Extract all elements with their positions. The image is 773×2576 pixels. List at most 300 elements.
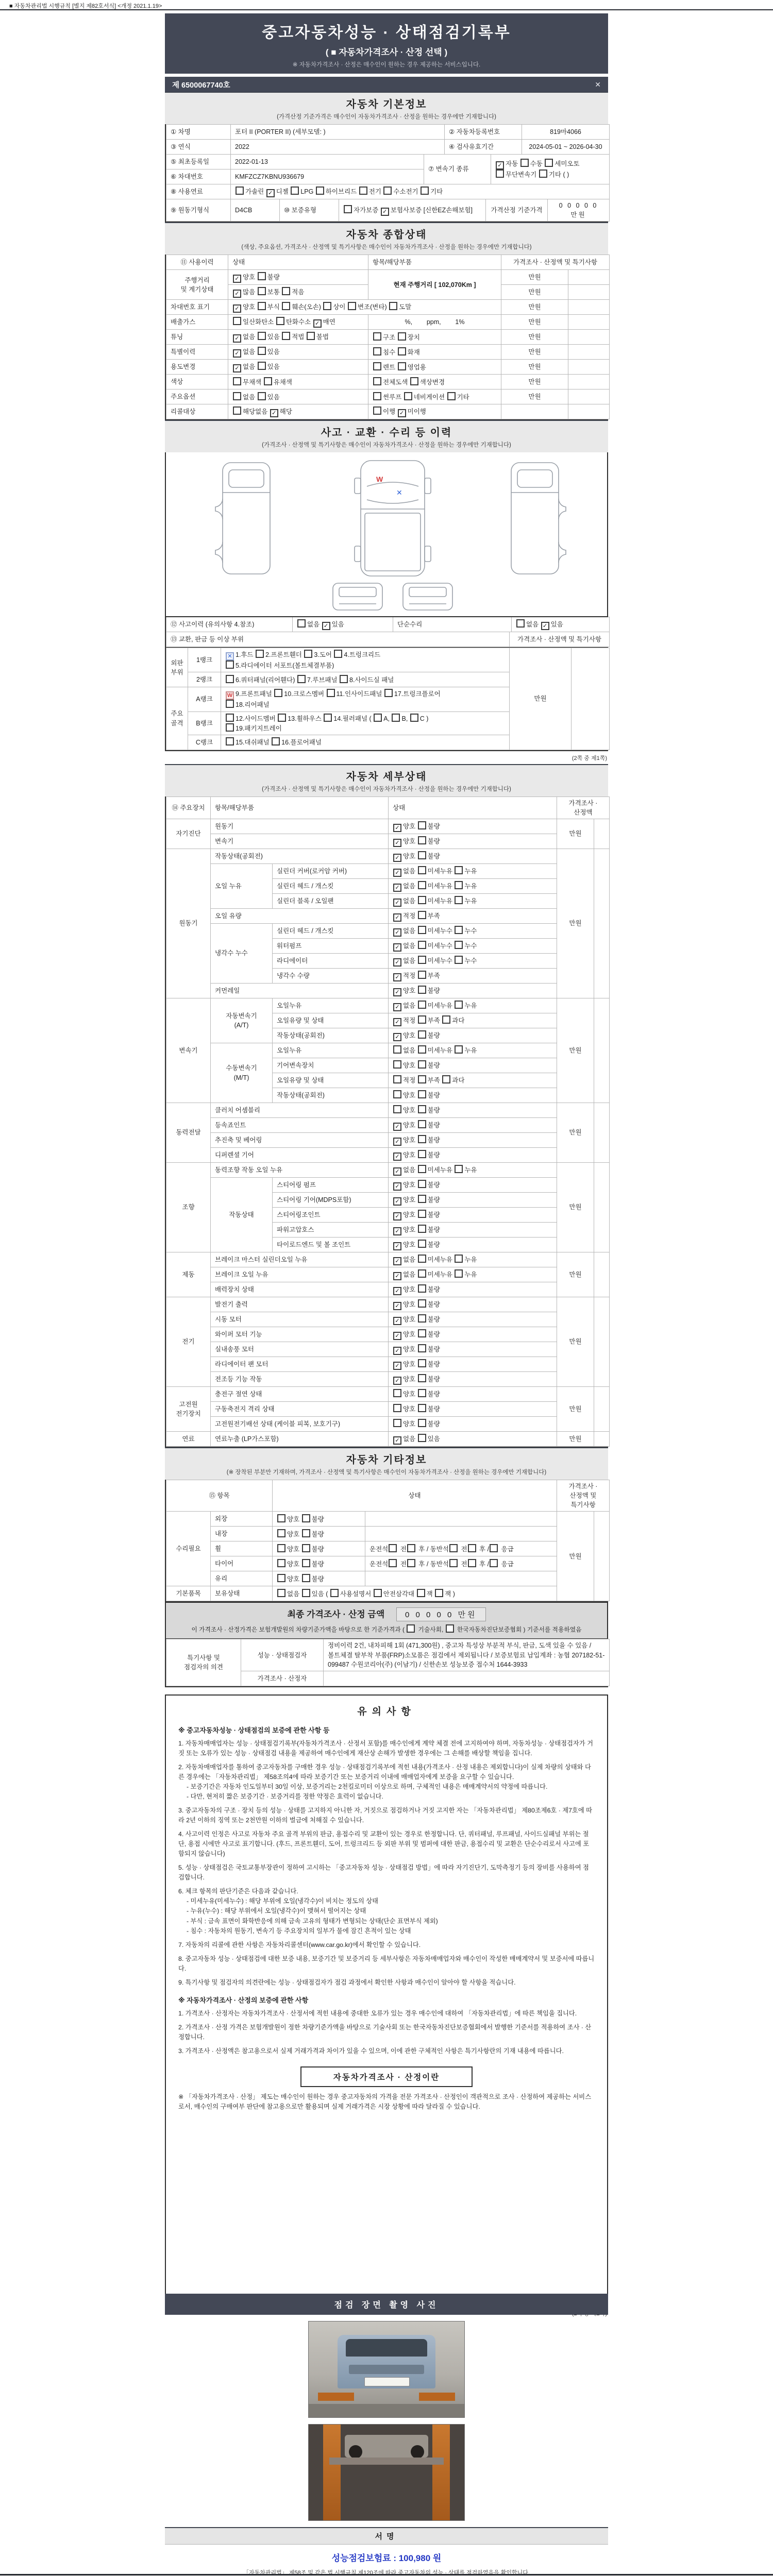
checkbox-empty[interactable] xyxy=(418,956,426,964)
legal-footer-line1: 「자동차관리법」 제58조 및 같은 법 시행규칙 제120조에 따라 중고자동차의 성능 · 상태를 점검하였음을 확인합니다. xyxy=(243,2570,530,2576)
checkbox-empty[interactable] xyxy=(282,332,290,340)
value-cell: 브레이크 오일 누유 xyxy=(211,1267,389,1282)
checkbox-checked[interactable]: ✓ xyxy=(398,409,406,417)
checkbox-empty[interactable] xyxy=(233,392,241,400)
checkbox-checked[interactable]: ✓ xyxy=(233,349,241,358)
checkbox-empty[interactable] xyxy=(282,287,290,295)
checkbox-checked[interactable]: ✓ xyxy=(393,839,401,847)
checkbox-empty[interactable] xyxy=(447,392,456,400)
checkbox-empty[interactable] xyxy=(258,392,266,400)
checkbox-empty[interactable] xyxy=(418,941,426,949)
checkbox-empty[interactable] xyxy=(516,619,525,628)
amount-cell: 만원 xyxy=(557,1103,594,1163)
checkbox-empty[interactable] xyxy=(324,714,332,722)
checkbox-empty[interactable] xyxy=(418,1299,426,1308)
checkbox-checked[interactable]: ✓ xyxy=(313,319,322,328)
value-cell: ✓ 없음 있음 적법 불법 xyxy=(228,330,368,345)
checkbox-empty[interactable] xyxy=(468,1544,476,1552)
value-cell: 양호 불량 xyxy=(273,1541,365,1556)
amount-cell: 만원 xyxy=(501,270,568,285)
checkbox-empty[interactable] xyxy=(258,287,266,295)
value-cell: 오일유량 및 상태 xyxy=(273,1073,389,1088)
checkbox-empty[interactable] xyxy=(545,159,553,167)
checkbox-empty[interactable] xyxy=(393,1045,401,1054)
checkbox-empty[interactable] xyxy=(393,1075,401,1083)
checkbox-checked[interactable]: ✓ xyxy=(393,1018,401,1026)
checkbox-empty[interactable] xyxy=(490,1544,498,1552)
value-cell: 없음 ✓ 있음 xyxy=(293,617,393,632)
checkbox-checked[interactable]: ✓ xyxy=(393,1302,401,1310)
checkbox-empty[interactable] xyxy=(418,1240,426,1248)
checkbox-empty[interactable] xyxy=(442,1015,450,1024)
checkbox-empty[interactable] xyxy=(418,1314,426,1323)
checkbox-empty[interactable] xyxy=(383,187,392,195)
checkbox-empty[interactable] xyxy=(344,205,352,213)
checkbox-empty[interactable] xyxy=(327,689,335,697)
value-cell: 실린더 헤드 / 개스킷 xyxy=(273,924,389,939)
value-cell: ✓ 양호 불량 xyxy=(389,849,557,864)
label-cell: 색상 xyxy=(166,375,228,389)
value-cell: ✓ 없음 미세누수 누수 xyxy=(389,954,557,969)
checkbox-checked[interactable]: ✓ xyxy=(381,208,389,216)
checkbox-empty[interactable] xyxy=(302,1574,310,1582)
checkbox-empty[interactable] xyxy=(418,1329,426,1337)
value-cell xyxy=(568,345,610,360)
checkbox-empty[interactable] xyxy=(418,1389,426,1397)
checkbox-empty[interactable] xyxy=(272,737,280,745)
value-cell: 침수 화재 xyxy=(368,345,501,360)
checkbox-empty[interactable] xyxy=(316,187,324,195)
checkbox-empty[interactable] xyxy=(418,1120,426,1128)
checkbox-checked[interactable]: ✓ xyxy=(393,1257,401,1265)
checkbox-checked[interactable]: ✓ xyxy=(393,1153,401,1161)
checkbox-empty[interactable] xyxy=(389,1559,397,1567)
checkbox-checked[interactable]: ✓ xyxy=(393,1197,401,1206)
checkbox-empty[interactable] xyxy=(393,1060,401,1069)
checkbox-checked[interactable]: ✓ xyxy=(393,1377,401,1385)
form-reference: ■ 자동차관리법 시행규칙 [별지 제82호서식] <개정 2021.1.19> xyxy=(9,3,162,9)
checkbox-checked[interactable]: ✓ xyxy=(393,1182,401,1191)
value-cell: ✓ 양호 불량 xyxy=(389,1342,557,1357)
checkbox-checked[interactable]: ✓ xyxy=(393,1272,401,1280)
checkbox-checked[interactable]: ✓ xyxy=(393,988,401,996)
checkbox-empty[interactable] xyxy=(304,650,312,658)
checkbox-checked[interactable]: ✓ xyxy=(393,973,401,981)
value-cell: ✓ 양호 불량 xyxy=(389,1327,557,1342)
checkbox-empty[interactable] xyxy=(418,1180,426,1188)
value-cell xyxy=(568,300,610,315)
checkbox-checked[interactable]: ✓ xyxy=(393,928,401,937)
checkbox-empty[interactable] xyxy=(418,821,426,829)
checkbox-checked[interactable]: ✓ xyxy=(496,161,504,170)
top-divider xyxy=(0,9,773,10)
checkbox-empty[interactable] xyxy=(393,1090,401,1098)
checkbox-empty[interactable] xyxy=(307,332,315,340)
checkbox-empty[interactable] xyxy=(404,392,412,400)
checkbox-empty[interactable] xyxy=(418,1359,426,1367)
value-cell: 라디에이터 xyxy=(273,954,389,969)
value-cell: ✓ 적정 부족 과다 xyxy=(389,1013,557,1028)
label-cell: 수리필요 xyxy=(166,1512,211,1586)
checkbox-empty[interactable] xyxy=(277,1514,285,1522)
value-cell xyxy=(365,1571,557,1586)
checkbox-empty[interactable] xyxy=(340,675,348,683)
checkbox-checked[interactable]: ✓ xyxy=(393,1212,401,1221)
checkbox-checked[interactable]: ✓ xyxy=(393,1138,401,1146)
document-column xyxy=(165,13,608,2576)
checkbox-empty[interactable] xyxy=(291,187,299,195)
label-cell: ④ 검사유효기간 xyxy=(445,140,522,155)
checkbox-checked[interactable]: ✓ xyxy=(393,1227,401,1235)
checkbox-empty[interactable] xyxy=(274,689,282,697)
amount-cell: 만원 xyxy=(501,375,568,389)
checkbox-empty[interactable] xyxy=(435,1589,443,1597)
checkbox-empty[interactable] xyxy=(417,1589,425,1597)
checkbox-checked[interactable]: ✓ xyxy=(393,1167,401,1176)
checkbox-checked[interactable]: ✓ xyxy=(233,334,241,343)
checkbox-empty[interactable] xyxy=(455,941,463,949)
checkbox-empty[interactable] xyxy=(455,881,463,889)
checkbox-empty[interactable] xyxy=(418,1150,426,1158)
close-icon[interactable]: ✕ xyxy=(595,80,601,89)
checkbox-empty[interactable] xyxy=(418,1105,426,1113)
checkbox-empty[interactable] xyxy=(258,362,266,370)
checkbox-checked[interactable]: ✓ xyxy=(393,1033,401,1041)
checkbox-empty[interactable] xyxy=(393,1404,401,1412)
value-cell xyxy=(568,270,610,285)
label-cell: ⑧ 사용연료 xyxy=(166,184,231,199)
checkbox-empty[interactable] xyxy=(233,317,241,325)
value-cell: 타이어 xyxy=(211,1556,273,1571)
checkbox-empty[interactable] xyxy=(455,956,463,964)
value-cell xyxy=(365,1527,557,1541)
value-cell: ✓ 없음 미세누유 누유 xyxy=(389,998,557,1013)
checkbox-checked[interactable]: ✓ xyxy=(393,1317,401,1325)
checkbox-empty[interactable] xyxy=(418,1419,426,1427)
checkbox-empty[interactable] xyxy=(374,714,382,722)
checkbox-checked[interactable]: ✓ xyxy=(393,1436,401,1445)
checkbox-empty[interactable] xyxy=(418,1404,426,1412)
checkbox-empty[interactable] xyxy=(282,302,290,310)
value-cell: ✓ 양호 불량 xyxy=(389,1118,557,1133)
checkbox-empty[interactable] xyxy=(407,1559,415,1567)
value-cell: 실린더 블록 / 오일팬 xyxy=(273,894,389,909)
value-cell xyxy=(594,1297,610,1387)
value-cell: 렌트 영업용 xyxy=(368,360,501,375)
section-detail-header xyxy=(165,764,608,797)
header-cell: 가격조사 · 산정액 및 특기사항 xyxy=(510,632,610,647)
checkbox-empty[interactable] xyxy=(226,714,234,722)
section-title: 자동차 세부상태 xyxy=(346,771,427,783)
checkbox-empty[interactable] xyxy=(226,700,234,708)
checkbox-empty[interactable] xyxy=(389,302,397,310)
checkbox-empty[interactable] xyxy=(392,714,400,722)
value-cell: ✓ 없음 미세누유 누유 xyxy=(389,1267,557,1282)
checkbox-checked[interactable]: W xyxy=(226,691,234,700)
checkbox-empty[interactable] xyxy=(302,1589,310,1597)
checkbox-empty[interactable] xyxy=(418,1344,426,1352)
lift-beam xyxy=(329,2458,444,2465)
checkbox-empty[interactable] xyxy=(277,1529,285,1537)
inspection-insurance-fee: 성능점검보험료 : 100,980 원 xyxy=(331,2553,442,2563)
checkbox-empty[interactable] xyxy=(302,1544,310,1552)
checkbox-checked[interactable]: ✓ xyxy=(393,913,401,922)
checkbox-empty[interactable] xyxy=(418,1255,426,1263)
checkbox-empty[interactable] xyxy=(418,1284,426,1293)
checkbox-checked[interactable]: ✓ xyxy=(393,884,401,892)
checkbox-empty[interactable] xyxy=(277,1559,285,1567)
checkbox-checked[interactable]: ✓ xyxy=(393,1123,401,1131)
notice-item: 2. 가격조사 · 산정 가격은 보험개발원이 정한 차량기준가액을 바탕으로 기술사회 또는 한국자동차진단보증협회에서 발행한 기준서를 적용하여 조사 · 산정합니다. xyxy=(178,2023,592,2041)
notice-item: 1. 자동차매매업자는 성능 · 상태점검기록부(자동차가격조사 · 산정서 포함)를 매수인에게 계약 체결 전에 고지하여야 하며, 자동차성능 · 상태점검자가 거짓 또는 오류가 있는 성능 · 상태점검 내용을 제공하여 매수인에게 재산상 손해가 발생한 경우에는 그 손해를 배상할 책임을 집니다. xyxy=(178,1739,593,1757)
header-cell: 상태 xyxy=(228,255,368,270)
checkbox-empty[interactable] xyxy=(490,1559,498,1567)
checkbox-empty[interactable] xyxy=(277,1589,285,1597)
label-cell: 가격조사 · 산정자 xyxy=(241,1671,324,1686)
value-cell: 스티어링조인트 xyxy=(273,1208,389,1223)
header-cell: 가격조사 · 산정액 xyxy=(557,796,610,819)
checkbox-checked[interactable]: ✕ xyxy=(226,652,234,660)
checkbox-empty[interactable] xyxy=(277,1544,285,1552)
checkbox-empty[interactable] xyxy=(278,714,286,722)
checkbox-empty[interactable] xyxy=(226,660,234,669)
checkbox-empty[interactable] xyxy=(455,1001,463,1009)
checkbox-empty[interactable] xyxy=(256,650,264,658)
checkbox-checked[interactable]: ✓ xyxy=(393,854,401,862)
checkbox-empty[interactable] xyxy=(418,1015,426,1024)
checkbox-empty[interactable] xyxy=(442,1075,450,1083)
checkbox-empty[interactable] xyxy=(393,1105,401,1113)
checkbox-empty[interactable] xyxy=(418,881,426,889)
amount-cell: 만원 xyxy=(501,345,568,360)
checkbox-empty[interactable] xyxy=(330,1589,339,1597)
header-cell: 상태 xyxy=(389,796,557,819)
checkbox-empty[interactable] xyxy=(226,723,234,732)
checkbox-checked[interactable]: ✓ xyxy=(393,1242,401,1250)
checkbox-empty[interactable] xyxy=(398,332,406,341)
checkbox-empty[interactable] xyxy=(373,347,381,355)
checkbox-empty[interactable] xyxy=(418,1225,426,1233)
checkbox-empty[interactable] xyxy=(455,1255,463,1263)
detail-state-table xyxy=(165,796,608,1448)
value-cell: 작동상태(공회전) xyxy=(273,1028,389,1043)
value-cell: ✓ 많음 보통 적음 xyxy=(228,285,368,300)
checkbox-empty[interactable] xyxy=(297,675,306,683)
checkbox-empty[interactable] xyxy=(418,1045,426,1054)
checkbox-empty[interactable] xyxy=(373,392,381,400)
checkbox-checked[interactable]: ✓ xyxy=(393,1287,401,1295)
value-cell: 무채색 유채색 xyxy=(228,375,368,389)
checkbox-empty[interactable] xyxy=(418,1090,426,1098)
value-cell: 변속기 xyxy=(211,834,389,849)
checkbox-empty[interactable] xyxy=(418,911,426,919)
label-cell: 성능 · 상태점검자 xyxy=(241,1639,324,1671)
checkbox-empty[interactable] xyxy=(258,272,266,280)
checkbox-checked[interactable]: ✓ xyxy=(393,1347,401,1355)
value-cell: 동력조향 작동 오일 누유 xyxy=(211,1163,389,1178)
checkbox-empty[interactable] xyxy=(418,1060,426,1069)
lift-arm xyxy=(419,2393,455,2401)
checkbox-empty[interactable] xyxy=(226,675,234,683)
checkbox-checked[interactable]: ✓ xyxy=(393,899,401,907)
checkbox-checked[interactable]: ✓ xyxy=(393,869,401,877)
checkbox-empty[interactable] xyxy=(418,1374,426,1382)
checkbox-empty[interactable] xyxy=(520,159,529,167)
checkbox-empty[interactable] xyxy=(418,1030,426,1039)
checkbox-empty[interactable] xyxy=(418,926,426,934)
checkbox-empty[interactable] xyxy=(455,896,463,904)
value-cell: ✓ 양호 불량 xyxy=(389,1193,557,1208)
checkbox-empty[interactable] xyxy=(233,406,241,415)
checkbox-empty[interactable] xyxy=(264,377,272,385)
checkbox-checked[interactable]: ✓ xyxy=(393,824,401,832)
truck-windshield xyxy=(346,2339,427,2357)
value-cell xyxy=(572,648,610,750)
checkbox-empty[interactable] xyxy=(384,689,393,697)
checkbox-empty[interactable] xyxy=(373,332,381,341)
checkbox-empty[interactable] xyxy=(418,986,426,994)
notice-item: 7. 자동차의 리콜에 관한 사항은 자동차리콜센터(www.car.go.kr)에서 확인할 수 있습니다. xyxy=(178,1941,421,1948)
checkbox-empty[interactable] xyxy=(418,866,426,874)
checkbox-empty[interactable] xyxy=(418,971,426,979)
checkbox-checked[interactable]: ✓ xyxy=(233,290,241,298)
checkbox-empty[interactable] xyxy=(258,302,266,310)
car-outline-drawing xyxy=(175,455,598,614)
checkbox-empty[interactable] xyxy=(418,1001,426,1009)
final-price-value: 0 0 0 0 0 만원 xyxy=(396,1607,486,1621)
checkbox-checked[interactable]: ✓ xyxy=(393,1362,401,1370)
accident-history-table xyxy=(165,617,608,648)
value-cell: 연료누출 (LP가스포함) xyxy=(211,1432,389,1447)
checkbox-checked[interactable]: ✓ xyxy=(233,304,241,313)
checkbox-empty[interactable] xyxy=(407,1544,415,1552)
value-cell: 충전구 절연 상태 xyxy=(211,1387,389,1402)
legal-footer xyxy=(165,2569,608,2576)
value-cell: 원동기 xyxy=(211,819,389,834)
value-cell: ✓ 양호 불량 xyxy=(389,1148,557,1163)
checkbox-empty[interactable] xyxy=(393,1389,401,1397)
checkbox-empty[interactable] xyxy=(323,302,331,310)
value-cell: 고전원전기배선 상태 (케이블 피복, 보호기구) xyxy=(211,1417,389,1432)
checkbox-empty[interactable] xyxy=(334,650,342,658)
checkbox-empty[interactable] xyxy=(496,170,504,178)
label-cell: 주요 골격 xyxy=(166,687,188,750)
checkbox-checked[interactable]: ✓ xyxy=(266,189,275,197)
value-cell: 타이로드엔드 및 볼 조인트 xyxy=(273,1238,389,1252)
checkbox-empty[interactable] xyxy=(449,1544,458,1552)
value-cell xyxy=(594,1512,610,1601)
notice-title: 유의사항 xyxy=(357,1706,416,1717)
checkbox-empty[interactable] xyxy=(455,1045,463,1054)
checkbox-empty[interactable] xyxy=(359,187,367,195)
checkbox-empty[interactable] xyxy=(418,1434,426,1442)
checkbox-empty[interactable] xyxy=(410,714,418,722)
checkbox-empty[interactable] xyxy=(418,1195,426,1203)
checkbox-empty[interactable] xyxy=(302,1559,310,1567)
checkbox-empty[interactable] xyxy=(277,1574,285,1582)
checkbox-empty[interactable] xyxy=(455,1165,463,1173)
checkbox-empty[interactable] xyxy=(302,1529,310,1537)
car-damage-diagram xyxy=(165,452,608,617)
checkbox-empty[interactable] xyxy=(418,1165,426,1173)
checkbox-empty[interactable] xyxy=(455,1269,463,1278)
value-cell: 작동상태(공회전) xyxy=(211,849,389,864)
checkbox-empty[interactable] xyxy=(407,1624,415,1633)
checkbox-empty[interactable] xyxy=(410,377,418,385)
checkbox-empty[interactable] xyxy=(226,737,234,745)
label-cell: 제동 xyxy=(166,1252,211,1297)
checkbox-checked[interactable]: ✓ xyxy=(393,1332,401,1340)
checkbox-empty[interactable] xyxy=(446,1624,454,1633)
value-cell: 양호 불량 xyxy=(389,1103,557,1118)
checkbox-empty[interactable] xyxy=(418,1135,426,1143)
checkbox-empty[interactable] xyxy=(539,170,547,178)
checkbox-empty[interactable] xyxy=(418,1075,426,1083)
checkbox-checked[interactable]: ✓ xyxy=(393,958,401,967)
checkbox-empty[interactable] xyxy=(398,362,406,370)
value-cell: ✓ 양호 불량 xyxy=(389,1282,557,1297)
checkbox-empty[interactable] xyxy=(374,1589,382,1597)
checkbox-empty[interactable] xyxy=(421,187,429,195)
overall-state-table xyxy=(165,255,608,420)
value-cell: %, ppm, 1% xyxy=(368,315,501,330)
checkbox-empty[interactable] xyxy=(418,836,426,844)
checkbox-empty[interactable] xyxy=(455,866,463,874)
amount-cell: 만원 xyxy=(510,648,572,750)
checkbox-checked[interactable]: ✓ xyxy=(270,409,278,417)
checkbox-checked[interactable]: ✓ xyxy=(233,364,241,372)
checkbox-empty[interactable] xyxy=(418,896,426,904)
notice-item: 5. 성능 · 상태점검은 국토교통부장관이 정하여 고시하는 「중고자동차 성능 · 상태점검 방법」에 따라 자기진단기, 도막측정기 등의 장비를 사용하여 점검합니다. xyxy=(178,1864,589,1882)
checkbox-empty[interactable] xyxy=(258,332,266,340)
label-cell: 주행거리 및 계기상태 xyxy=(166,270,228,300)
checkbox-empty[interactable] xyxy=(393,1419,401,1427)
value-cell: ✓ 양호 불량 xyxy=(389,1238,557,1252)
checkbox-empty[interactable] xyxy=(373,406,381,415)
panel-rank-table xyxy=(165,648,608,751)
checkbox-empty[interactable] xyxy=(276,317,284,325)
checkbox-checked[interactable]: ✓ xyxy=(322,622,330,630)
checkbox-empty[interactable] xyxy=(389,1544,397,1552)
value-cell: ✓ 적정 부족 xyxy=(389,969,557,984)
checkbox-empty[interactable] xyxy=(373,377,381,385)
label-cell: 전기 xyxy=(166,1297,211,1387)
checkbox-empty[interactable] xyxy=(449,1559,458,1567)
checkbox-empty[interactable] xyxy=(418,1269,426,1278)
checkbox-empty[interactable] xyxy=(297,619,306,628)
value-cell: 정비이력 2건, 내차피해 1회 (471,300원) , 중고차 특성상 부분적 부식, 판금, 도색 있을 수 있음 / 볼트체결 탈부착 부품(FRP)소모품은 점검에서 제외됩니다 / 보증보험료 납입계좌 : 농협 207182-51-099487 수원코리아(주) (이남기) / 신한손보 성능보증 접수처 1644-3933 xyxy=(324,1639,610,1671)
checkbox-checked[interactable]: ✓ xyxy=(233,275,241,283)
checkbox-empty[interactable] xyxy=(418,851,426,859)
value-cell: ✓ 양호 불량 xyxy=(389,1028,557,1043)
checkbox-empty[interactable] xyxy=(233,377,241,385)
checkbox-empty[interactable] xyxy=(236,187,244,195)
checkbox-empty[interactable] xyxy=(455,926,463,934)
value-cell: 양호 불량 xyxy=(389,1417,557,1432)
checkbox-checked[interactable]: ✓ xyxy=(541,622,549,630)
checkbox-empty[interactable] xyxy=(302,1514,310,1522)
checkbox-empty[interactable] xyxy=(373,362,381,370)
checkbox-empty[interactable] xyxy=(418,1210,426,1218)
label-cell: 리콜대상 xyxy=(166,404,228,419)
checkbox-checked[interactable]: ✓ xyxy=(393,943,401,952)
checkbox-checked[interactable]: ✓ xyxy=(393,1003,401,1011)
checkbox-empty[interactable] xyxy=(468,1559,476,1567)
checkbox-empty[interactable] xyxy=(258,347,266,355)
value-cell: ✓ 양호 불량 xyxy=(389,1372,557,1387)
checkbox-empty[interactable] xyxy=(348,302,356,310)
checkbox-empty[interactable] xyxy=(398,347,406,355)
